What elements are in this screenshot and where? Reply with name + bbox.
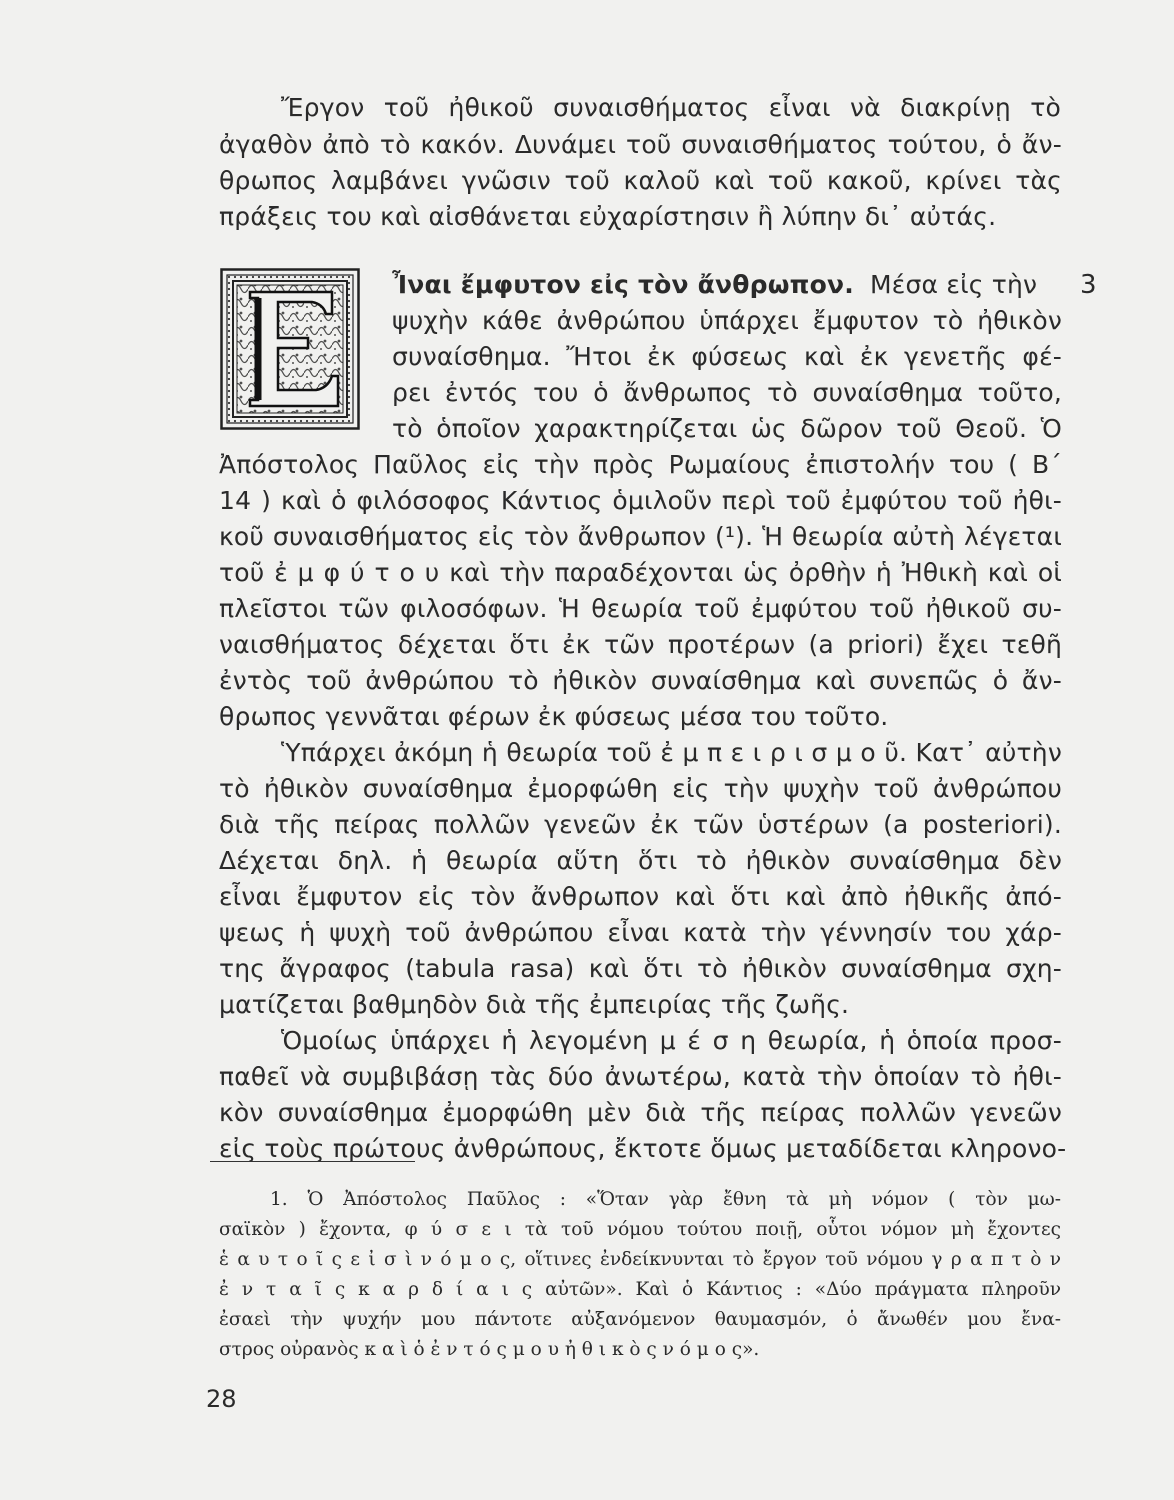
text-line: Ὑπάρχει ἀκόμη ἡ θεωρία τοῦ ἐ μ π ε ι ρ ι σ μ ο ῦ. Κατ᾿ αὐτὴν — [281, 738, 1062, 767]
section-number: 3 — [1080, 270, 1097, 300]
text-line: εἰς τοὺς πρώτους ἀνθρώπους, ἔκτοτε ὅμως μεταδίδεται κληρονο- — [219, 1134, 1067, 1163]
text-line: συναίσθημα. Ἤτοι ἐκ φύσεως καὶ ἐκ γενετῆς φέ- — [392, 342, 1062, 371]
footnote-line: ἐ ν τ α ῖ ς κ α ρ δ ί α ι ς αὐτῶν». Καὶ ὁ Κάντιος : «Δύο πράγματα πληροῦν — [219, 1279, 1061, 1300]
text-line: θρωπος γεννᾶται φέρων ἐκ φύσεως μέσα του τοῦτο. — [219, 702, 889, 731]
drop-cap-ornament — [220, 268, 360, 430]
footnote-line: ἑ α υ τ ο ῖ ς ε ἰ σ ὶ ν ό μ ο ς, οἵτινες ἐνδείκνυνται τὸ ἔργον τοῦ νόμου γ ρ α π τ ὸ ν — [219, 1249, 1061, 1270]
text-line: Δέχεται δηλ. ἡ θεωρία αὕτη ὅτι τὸ ἠθικὸν συναίσθημα δὲν — [219, 846, 1062, 875]
text-line: παθεῖ νὰ συμβιβάσῃ τὰς δύο ἀνωτέρω, κατὰ τὴν ὁποίαν τὸ ἠθι- — [219, 1062, 1062, 1091]
text-line: πράξεις του καὶ αἰσθάνεται εὐχαρίστησιν ἢ λύπην δι᾿ αὐτάς. — [219, 202, 997, 231]
text-line: ναισθήματος δέχεται ὅτι ἐκ τῶν προτέρων (a priori) ἔχει τεθῆ — [219, 630, 1062, 659]
footnote-rule — [210, 1161, 415, 1162]
text-line: ψυχὴν κάθε ἀνθρώπου ὑπάρχει ἔμφυτον τὸ ἠθικὸν — [392, 306, 1062, 335]
text-line: Ἀπόστολος Παῦλος εἰς τὴν πρὸς Ρωμαίους ἐπιστολήν του ( Β΄ — [219, 450, 1062, 479]
text-line: διὰ τῆς πείρας πολλῶν γενεῶν ἐκ τῶν ὑστέρων (a posteriori). — [219, 810, 1062, 839]
footnote-line: ἐσαεὶ τὴν ψυχήν μου πάντοτε αὐξανόμενον θαυμασμόν, ὁ ἄνωθέν μου ἔνα- — [219, 1309, 1061, 1330]
footnote-line: σαϊκὸν ) ἔχοντα, φ ύ σ ε ι τὰ τοῦ νόμου τούτου ποιῇ, οὗτοι νόμον μὴ ἔχοντες — [219, 1219, 1061, 1240]
text-line: πλεῖστοι τῶν φιλοσόφων. Ἡ θεωρία τοῦ ἐμφύτου τοῦ ἠθικοῦ συ- — [219, 594, 1062, 623]
text-line: τοῦ ἐ μ φ ύ τ ο υ καὶ τὴν παραδέχονται ὡς ὀρθὴν ἡ Ἠθικὴ καὶ οἱ — [219, 558, 1062, 587]
section-heading — [392, 270, 854, 300]
page-number: 28 — [206, 1385, 237, 1413]
text-line: κοῦ συναισθήματος εἰς τὸν ἄνθρωπον (¹). Ἡ θεωρία αὐτὴ λέγεται — [219, 522, 1062, 551]
text-line: εἶναι ἔμφυτον εἰς τὸν ἄνθρωπον καὶ ὅτι καὶ ἀπὸ ἠθικῆς ἀπό- — [219, 882, 1062, 911]
footnote-line: στρος οὐρανὸς κ α ὶ ὁ ἐ ν τ ό ς μ ο υ ἠ θ ι κ ὸ ς ν ό μ ο ς». — [219, 1339, 760, 1360]
text-line: τὸ ὁποῖον χαρακτηρίζεται ὡς δῶρον τοῦ Θεοῦ. Ὁ — [392, 414, 1062, 443]
text-line: θρωπος λαμβάνει γνῶσιν τοῦ καλοῦ καὶ τοῦ κακοῦ, κρίνει τὰς — [219, 166, 1062, 195]
footnote-line: 1. Ὁ Ἀπόστολος Παῦλος : «Ὅταν γὰρ ἔθνη τὰ μὴ νόμον ( τὸν μω- — [270, 1189, 1061, 1210]
text-line: ματίζεται βαθμηδὸν διὰ τῆς ἐμπειρίας τῆς ζωῆς. — [219, 990, 850, 1019]
text-line: της ἄγραφος (tabula rasa) καὶ ὅτι τὸ ἠθικὸν συναίσθημα σχη- — [219, 954, 1062, 983]
text-line: ψεως ἡ ψυχὴ τοῦ ἀνθρώπου εἶναι κατὰ τὴν γέννησίν του χάρ- — [219, 918, 1062, 947]
text-line: κὸν συναίσθημα ἐμορφώθη μὲν διὰ τῆς πείρας πολλῶν γενεῶν — [219, 1098, 1062, 1127]
text-line: ἐντὸς τοῦ ἀνθρώπου τὸ ἠθικὸν συναίσθημα καὶ συνεπῶς ὁ ἄν- — [219, 666, 1062, 695]
text-line: 14 ) καὶ ὁ φιλόσοφος Κάντιος ὁμιλοῦν περὶ τοῦ ἐμφύτου τοῦ ἠθι- — [219, 486, 1062, 515]
section-heading-text: Ἶναι ἔμφυτον εἰς τὸν ἄνθρωπον. — [392, 270, 854, 299]
text-line: τὸ ἠθικὸν συναίσθημα ἐμορφώθη εἰς τὴν ψυχὴν τοῦ ἀνθρώπου — [219, 774, 1062, 803]
text-line: ρει ἐντός του ὁ ἄνθρωπος τὸ συναίσθημα τοῦτο, — [392, 378, 1062, 407]
text-line: Ὁμοίως ὑπάρχει ἡ λεγομένη μ έ σ η θεωρία, ἡ ὁποία προσ- — [281, 1026, 1062, 1055]
text-line: Ἔργον τοῦ ἠθικοῦ συναισθήματος εἶναι νὰ διακρίνῃ τὸ — [281, 93, 1061, 122]
text-line: ἀγαθὸν ἀπὸ τὸ κακόν. Δυνάμει τοῦ συναισθήματος τούτου, ὁ ἄν- — [219, 130, 1062, 159]
text-line: Μέσα εἰς τὴν — [870, 270, 1038, 299]
